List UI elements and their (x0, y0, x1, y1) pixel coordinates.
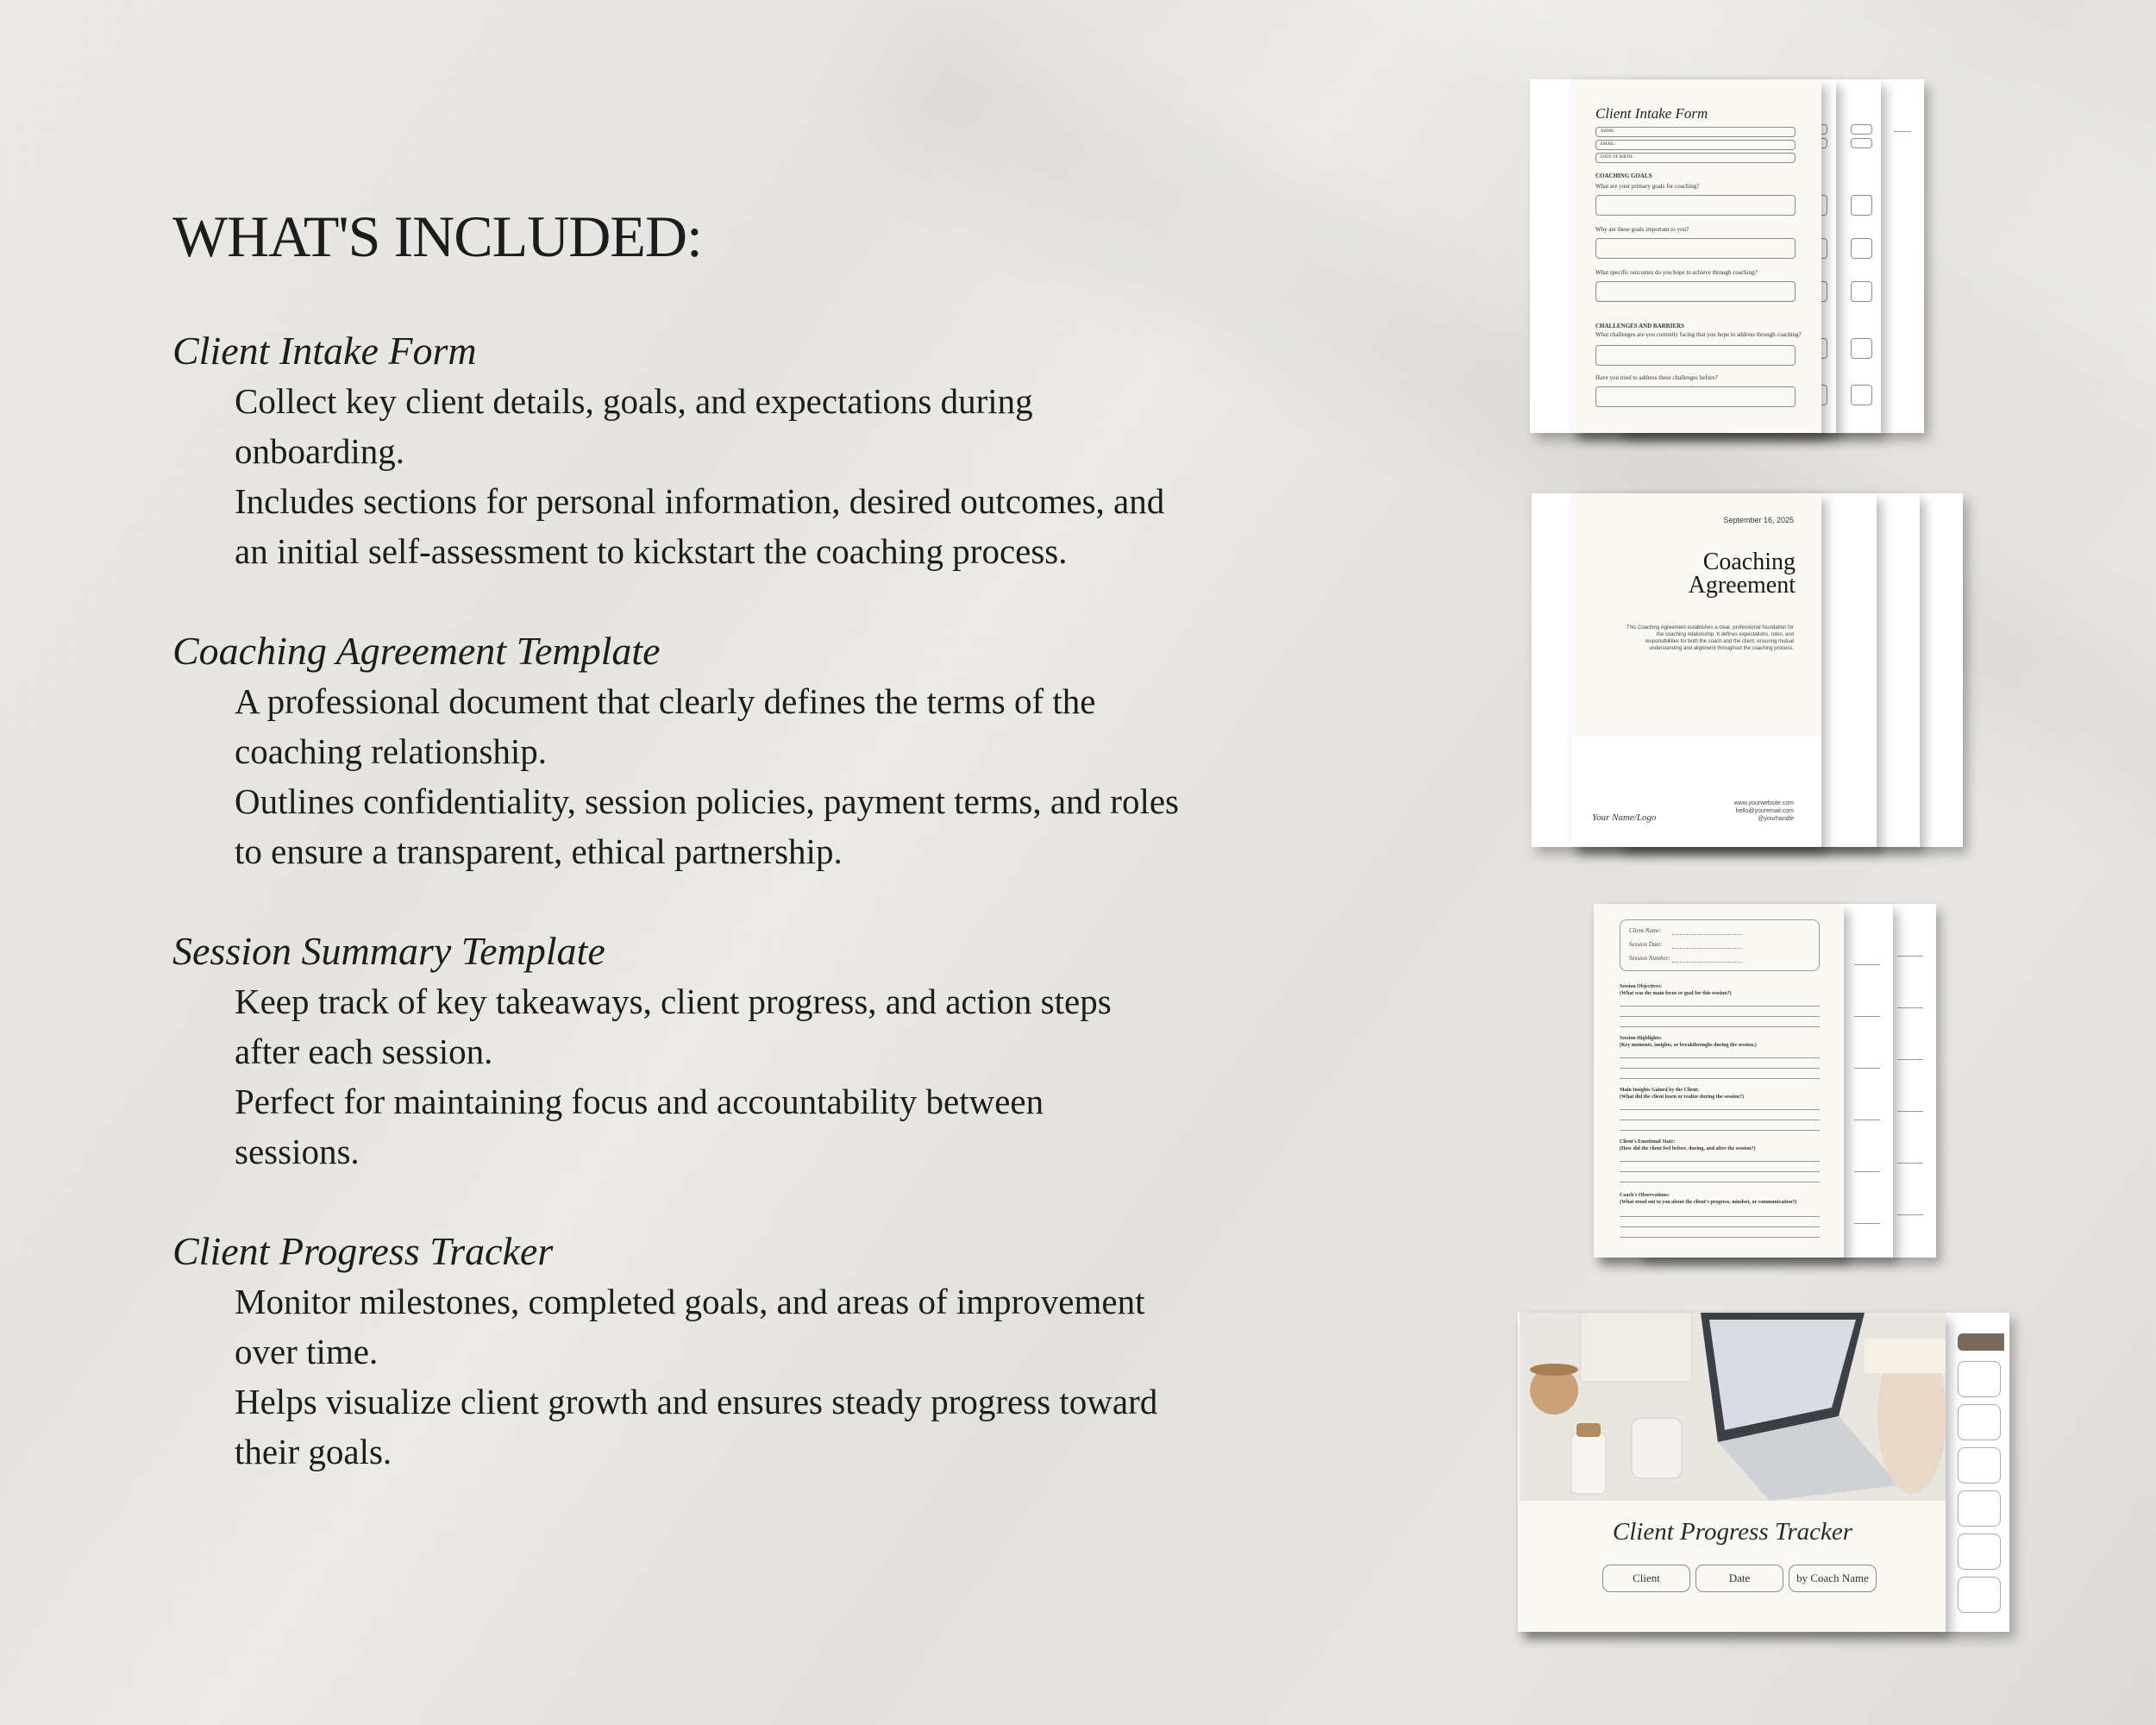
section-description (235, 976, 1494, 1176)
session-info-box (1620, 919, 1820, 971)
section-heading: Session Highlights: (1620, 1036, 1662, 1041)
section-progress-tracker (172, 1226, 1363, 1477)
description-line: sessions. (235, 1132, 360, 1171)
agreement-date: September 16, 2025 (1723, 516, 1794, 524)
section-title: Coaching Agreement Template (172, 629, 661, 673)
agreement-title-line: Coaching (1702, 549, 1796, 575)
description-line: after each session. (235, 1032, 493, 1071)
agreement-title (1689, 550, 1796, 597)
description-line: over time. (235, 1332, 379, 1371)
session-date-label: Session Date: (1629, 941, 1663, 948)
logo-placeholder: Your Name/Logo (1592, 812, 1657, 823)
section-coaching-agreement (172, 626, 1363, 876)
session-number-label: Session Number: (1629, 955, 1670, 962)
answer-box (1595, 195, 1796, 216)
question-text: What specific outcomes do you hope to achieve through coaching? (1595, 269, 1758, 276)
question-text: Why are these goals important to you? (1595, 226, 1689, 233)
description-line: Includes sections for personal information, desired outcomes, and (235, 481, 1165, 521)
tab-marker (1958, 1333, 2004, 1351)
website-text: www.yourwebsite.com (1733, 800, 1794, 806)
section-heading: COACHING GOALS (1595, 172, 1652, 179)
session-summary-page (1594, 904, 1844, 1258)
coach-name-pill: by Coach Name (1789, 1565, 1877, 1592)
description-line: coaching relationship. (235, 731, 548, 771)
email-field (1595, 140, 1796, 150)
name-field (1595, 127, 1796, 137)
page-title: WHAT'S INCLUDED: (172, 204, 702, 269)
answer-box (1595, 238, 1796, 259)
field-label: DATE OF BIRTH: (1601, 155, 1633, 160)
section-session-summary (172, 926, 1363, 1176)
section-heading: Client's Emotional State: (1620, 1139, 1676, 1145)
description-line: Outlines confidentiality, session policies, payment terms, and roles (235, 781, 1180, 821)
section-client-intake (172, 326, 1363, 576)
intake-form-page (1571, 79, 1821, 433)
section-title: Session Summary Template (172, 929, 605, 973)
section-prompt: (Key moments, insights, or breakthroughs during the session.) (1620, 1043, 1757, 1048)
question-text: What challenges are you currently facing that you hope to address through coaching? (1595, 331, 1802, 338)
contact-info (1734, 800, 1794, 823)
section-description (235, 676, 1494, 876)
description-line: Collect key client details, goals, and expectations during (235, 381, 1033, 421)
intake-form-title: Client Intake Form (1595, 105, 1708, 122)
description-line: Keep track of key takeaways, client progress, and action steps (235, 982, 1112, 1021)
client-name-label: Client Name: (1629, 927, 1662, 934)
progress-tracker-cover (1520, 1313, 1946, 1632)
section-title: Client Intake Form (172, 329, 477, 373)
section-prompt: (What stood out to you about the client's progress, mindset, or communication?) (1620, 1200, 1797, 1205)
description-line: an initial self-assessment to kickstart the coaching process. (235, 531, 1068, 571)
section-title: Client Progress Tracker (172, 1229, 554, 1273)
description-line: to ensure a transparent, ethical partnership. (235, 831, 843, 871)
agreement-title-line: Agreement (1688, 572, 1796, 599)
section-prompt: (What did the client learn or realize during the session?) (1620, 1095, 1744, 1100)
agreement-cover-page (1571, 493, 1821, 847)
section-heading: Session Objectives: (1620, 984, 1663, 989)
handle-text: @yourhandle (1758, 816, 1794, 822)
client-pill: Client (1602, 1565, 1690, 1592)
question-text: What are your primary goals for coaching? (1595, 183, 1700, 190)
description-line: onboarding. (235, 431, 404, 471)
section-heading: Coach's Observations: (1620, 1193, 1670, 1198)
desk-photo (1520, 1313, 1946, 1501)
description-line: Helps visualize client growth and ensures steady progress toward (235, 1382, 1158, 1421)
description-line: Perfect for maintaining focus and accountability between (235, 1082, 1044, 1121)
desk-laptop-image (1520, 1313, 1946, 1501)
field-label: NAME: (1601, 129, 1615, 134)
description-line: their goals. (235, 1432, 392, 1471)
email-text: hello@youremail.com (1735, 808, 1794, 814)
section-description (235, 376, 1494, 576)
field-label: EMAIL: (1601, 142, 1616, 147)
section-prompt: (What was the main focus or goal for this session?) (1620, 991, 1732, 996)
agreement-intro: This Coaching Agreement establishes a clear, professional foundation for the coaching relationship. It defines expectations, roles, and responsibilities for both the coach and the client, ensuring mutual understanding and alignment throughout the coaching process. (1626, 625, 1794, 651)
section-heading: CHALLENGES AND BARRIERS (1595, 323, 1685, 329)
answer-box (1595, 345, 1796, 366)
section-prompt: (How did the client feel before, during, and after the session?) (1620, 1146, 1756, 1151)
section-description (235, 1276, 1494, 1477)
description-line: A professional document that clearly defines the terms of the (235, 681, 1096, 721)
section-heading: Main Insights Gained by the Client: (1620, 1088, 1700, 1093)
tracker-title: Client Progress Tracker (1612, 1518, 1853, 1546)
date-pill: Date (1695, 1565, 1783, 1592)
agreement-footer (1571, 737, 1821, 847)
description-line: Monitor milestones, completed goals, and areas of improvement (235, 1282, 1145, 1321)
answer-box (1595, 386, 1796, 407)
answer-box (1595, 281, 1796, 302)
question-text: Have you tried to address these challenges before? (1595, 374, 1718, 381)
